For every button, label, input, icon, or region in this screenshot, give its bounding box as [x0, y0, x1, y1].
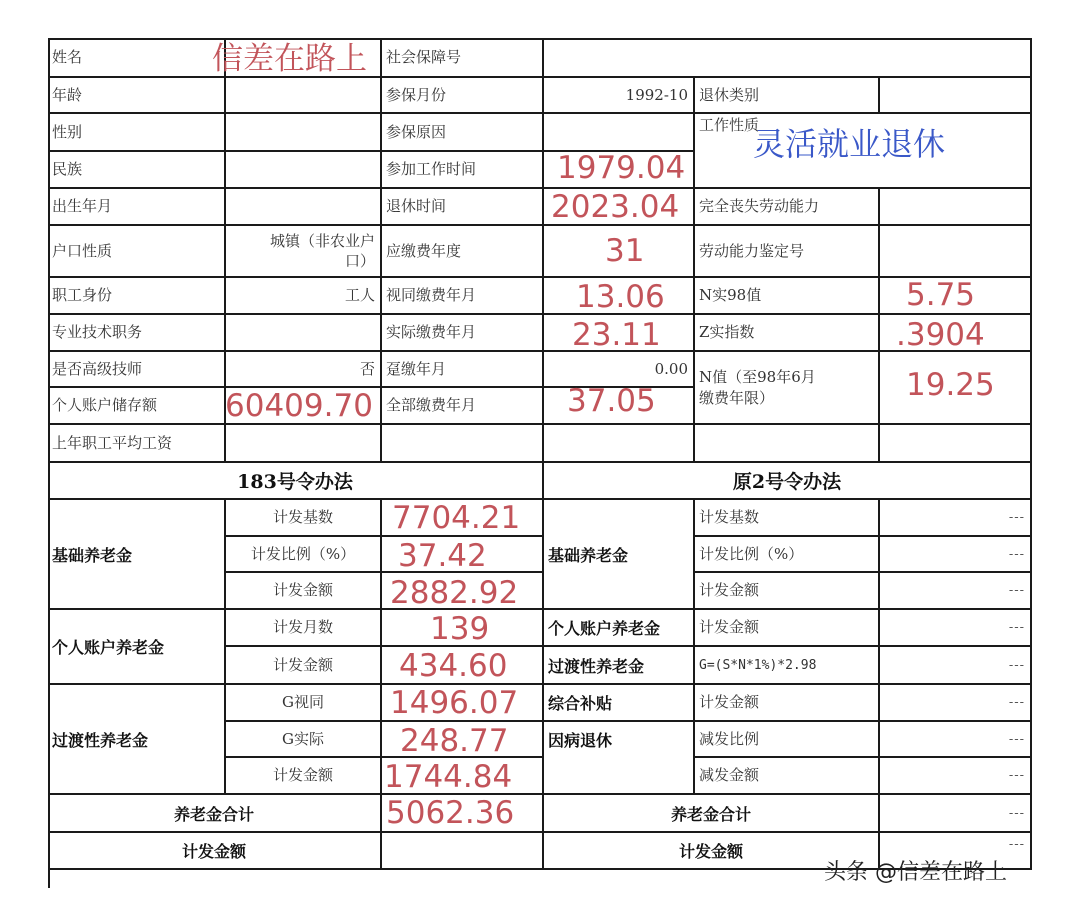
label-ssn: 社会保障号 — [382, 38, 544, 78]
insured-month-value: 1992-10 — [544, 78, 695, 114]
label-gender: 性别 — [48, 114, 226, 152]
deferred-value: 0.00 — [544, 352, 695, 388]
label-birth: 出生年月 — [48, 189, 226, 226]
n-value-label-cell — [695, 352, 880, 425]
label-ethnicity: 民族 — [48, 152, 226, 189]
label-n98: N实98值 — [695, 278, 880, 315]
method183-issue-label: 计发金额 — [48, 833, 382, 870]
method183-total-label: 养老金合计 — [48, 795, 382, 833]
method183-header: 183号令办法 — [48, 463, 544, 500]
hukou-value-line-2: 口） — [344, 251, 375, 270]
method183-basic-base-label: 计发基数 — [226, 500, 382, 537]
label-identity: 职工身份 — [48, 278, 226, 315]
gender-value-cell — [226, 114, 382, 152]
handwritten-g-actual: 248.77 — [400, 723, 509, 759]
label-work-nature: 工作性质 — [695, 114, 1032, 189]
label-title: 专业技术职务 — [48, 315, 226, 352]
avg-wage-value-cell — [226, 425, 382, 463]
method2-subsidy-amount-value: --- — [880, 685, 1032, 722]
identity-value: 工人 — [226, 278, 382, 315]
ssn-value-cell — [544, 38, 1032, 78]
method2-subsidy: 综合补贴 — [544, 685, 695, 722]
handwritten-balance: 60409.70 — [225, 388, 373, 424]
method183-g-deemed-label: G视同 — [226, 685, 382, 722]
label-z-index: Z实指数 — [695, 315, 880, 352]
title-value-cell — [226, 315, 382, 352]
method2-basic-amount-value: --- — [880, 573, 1032, 610]
label-insured-reason: 参保原因 — [382, 114, 544, 152]
label-actual-months: 实际缴费年月 — [382, 315, 544, 352]
label-disability: 完全丧失劳动能力 — [695, 189, 880, 226]
handwritten-name: 信差在路上 — [212, 41, 367, 77]
label-deferred-months: 趸缴年月 — [382, 352, 544, 388]
handwritten-retire-type: 灵活就业退休 — [753, 125, 946, 163]
retire-type-value-cell — [880, 78, 1032, 114]
label-insured-month: 参保月份 — [382, 78, 544, 114]
handwritten-total-pension: 5062.36 — [386, 795, 515, 831]
label-avg-wage: 上年职工平均工资 — [48, 425, 226, 463]
handwritten-retire-time: 2023.04 — [551, 189, 680, 225]
ethnicity-value-cell — [226, 152, 382, 189]
label-required-years: 应缴费年度 — [382, 226, 544, 278]
handwritten-total: 37.05 — [567, 383, 656, 419]
method2-basic-pension: 基础养老金 — [544, 500, 695, 610]
label-appraisal-no: 劳动能力鉴定号 — [695, 226, 880, 278]
method2-basic-amount-label: 计发金额 — [695, 573, 880, 610]
method183-transition-amount-label: 计发金额 — [226, 758, 382, 795]
senior-tech-value: 否 — [226, 352, 382, 388]
appraisal-no-value-cell — [880, 226, 1032, 278]
method2-subsidy-amount-label: 计发金额 — [695, 685, 880, 722]
handwritten-required-years: 31 — [605, 233, 645, 269]
method2-personal-amount-label: 计发金额 — [695, 610, 880, 647]
label-work-start: 参加工作时间 — [382, 152, 544, 189]
handwritten-personal-amount: 434.60 — [399, 648, 508, 684]
watermark: 头条 @信差在路上 — [824, 860, 1007, 885]
label-balance: 个人账户储存额 — [48, 388, 226, 425]
handwritten-g-deemed: 1496.07 — [390, 685, 519, 721]
handwritten-deemed: 13.06 — [576, 279, 665, 315]
handwritten-n-value: 19.25 — [906, 367, 995, 403]
method2-sick-retire: 因病退休 — [544, 722, 695, 795]
label-retire-type: 退休类别 — [695, 78, 880, 114]
avg-wage-blank-1 — [382, 425, 544, 463]
avg-wage-blank-3 — [695, 425, 880, 463]
method2-transition-pension: 过渡性养老金 — [544, 647, 695, 685]
hukou-value-cell — [226, 226, 382, 278]
handwritten-n98: 5.75 — [906, 277, 976, 313]
method2-basic-ratio-label: 计发比例（%） — [695, 537, 880, 573]
avg-wage-blank-4 — [880, 425, 1032, 463]
handwritten-basic-amount: 2882.92 — [390, 575, 519, 611]
handwritten-transition-amount: 1744.84 — [384, 759, 513, 795]
handwritten-personal-months: 139 — [430, 611, 490, 647]
label-hukou: 户口性质 — [48, 226, 226, 278]
method2-transition-value: --- — [880, 647, 1032, 685]
label-age: 年龄 — [48, 78, 226, 114]
method2-reduce-ratio-label: 减发比例 — [695, 722, 880, 758]
insured-reason-value-cell — [544, 114, 695, 152]
method183-g-actual-label: G实际 — [226, 722, 382, 758]
handwritten-basic-base: 7704.21 — [392, 500, 521, 536]
method2-reduce-amount-label: 减发金额 — [695, 758, 880, 795]
method2-personal-pension: 个人账户养老金 — [544, 610, 695, 647]
method2-reduce-ratio-value: --- — [880, 722, 1032, 758]
method2-header: 原2号令办法 — [544, 463, 1032, 500]
label-deemed-months: 视同缴费年月 — [382, 278, 544, 315]
method183-basic-pension: 基础养老金 — [48, 500, 226, 610]
handwritten-z-index: .3904 — [896, 317, 985, 353]
label-n-value-line-2: 缴费年限） — [699, 388, 775, 407]
handwritten-basic-ratio: 37.42 — [398, 538, 487, 574]
handwritten-work-start: 1979.04 — [557, 150, 686, 186]
method2-personal-amount-value: --- — [880, 610, 1032, 647]
method2-issue-value: --- — [880, 833, 1032, 870]
label-total-months: 全部缴费年月 — [382, 388, 544, 425]
label-name: 姓名 — [48, 38, 226, 78]
age-value-cell — [226, 78, 382, 114]
handwritten-actual: 23.11 — [572, 317, 661, 353]
birth-value-cell — [226, 189, 382, 226]
method2-basic-ratio-value: --- — [880, 537, 1032, 573]
method183-personal-months-label: 计发月数 — [226, 610, 382, 647]
method2-issue-label: 计发金额 — [544, 833, 880, 870]
label-senior-tech: 是否高级技师 — [48, 352, 226, 388]
method2-basic-base-value: --- — [880, 500, 1032, 537]
avg-wage-blank-2 — [544, 425, 695, 463]
label-retire-time: 退休时间 — [382, 189, 544, 226]
method183-basic-ratio-label: 计发比例（%） — [226, 537, 382, 573]
method183-basic-amount-label: 计发金额 — [226, 573, 382, 610]
method183-transition-pension: 过渡性养老金 — [48, 685, 226, 795]
method2-total-value: --- — [880, 795, 1032, 833]
method2-total-label: 养老金合计 — [544, 795, 880, 833]
method2-reduce-amount-value: --- — [880, 758, 1032, 795]
method183-personal-pension: 个人账户养老金 — [48, 610, 226, 685]
method2-basic-base-label: 计发基数 — [695, 500, 880, 537]
method2-transition-formula: G=(S*N*1%)*2.98 — [695, 647, 880, 685]
method183-issue-cell — [382, 833, 544, 870]
hukou-value-line-1: 城镇（非农业户 — [269, 231, 375, 250]
method183-personal-amount-label: 计发金额 — [226, 647, 382, 685]
label-n-value-line-1: N值（至98年6月 — [699, 367, 816, 386]
disability-value-cell — [880, 189, 1032, 226]
